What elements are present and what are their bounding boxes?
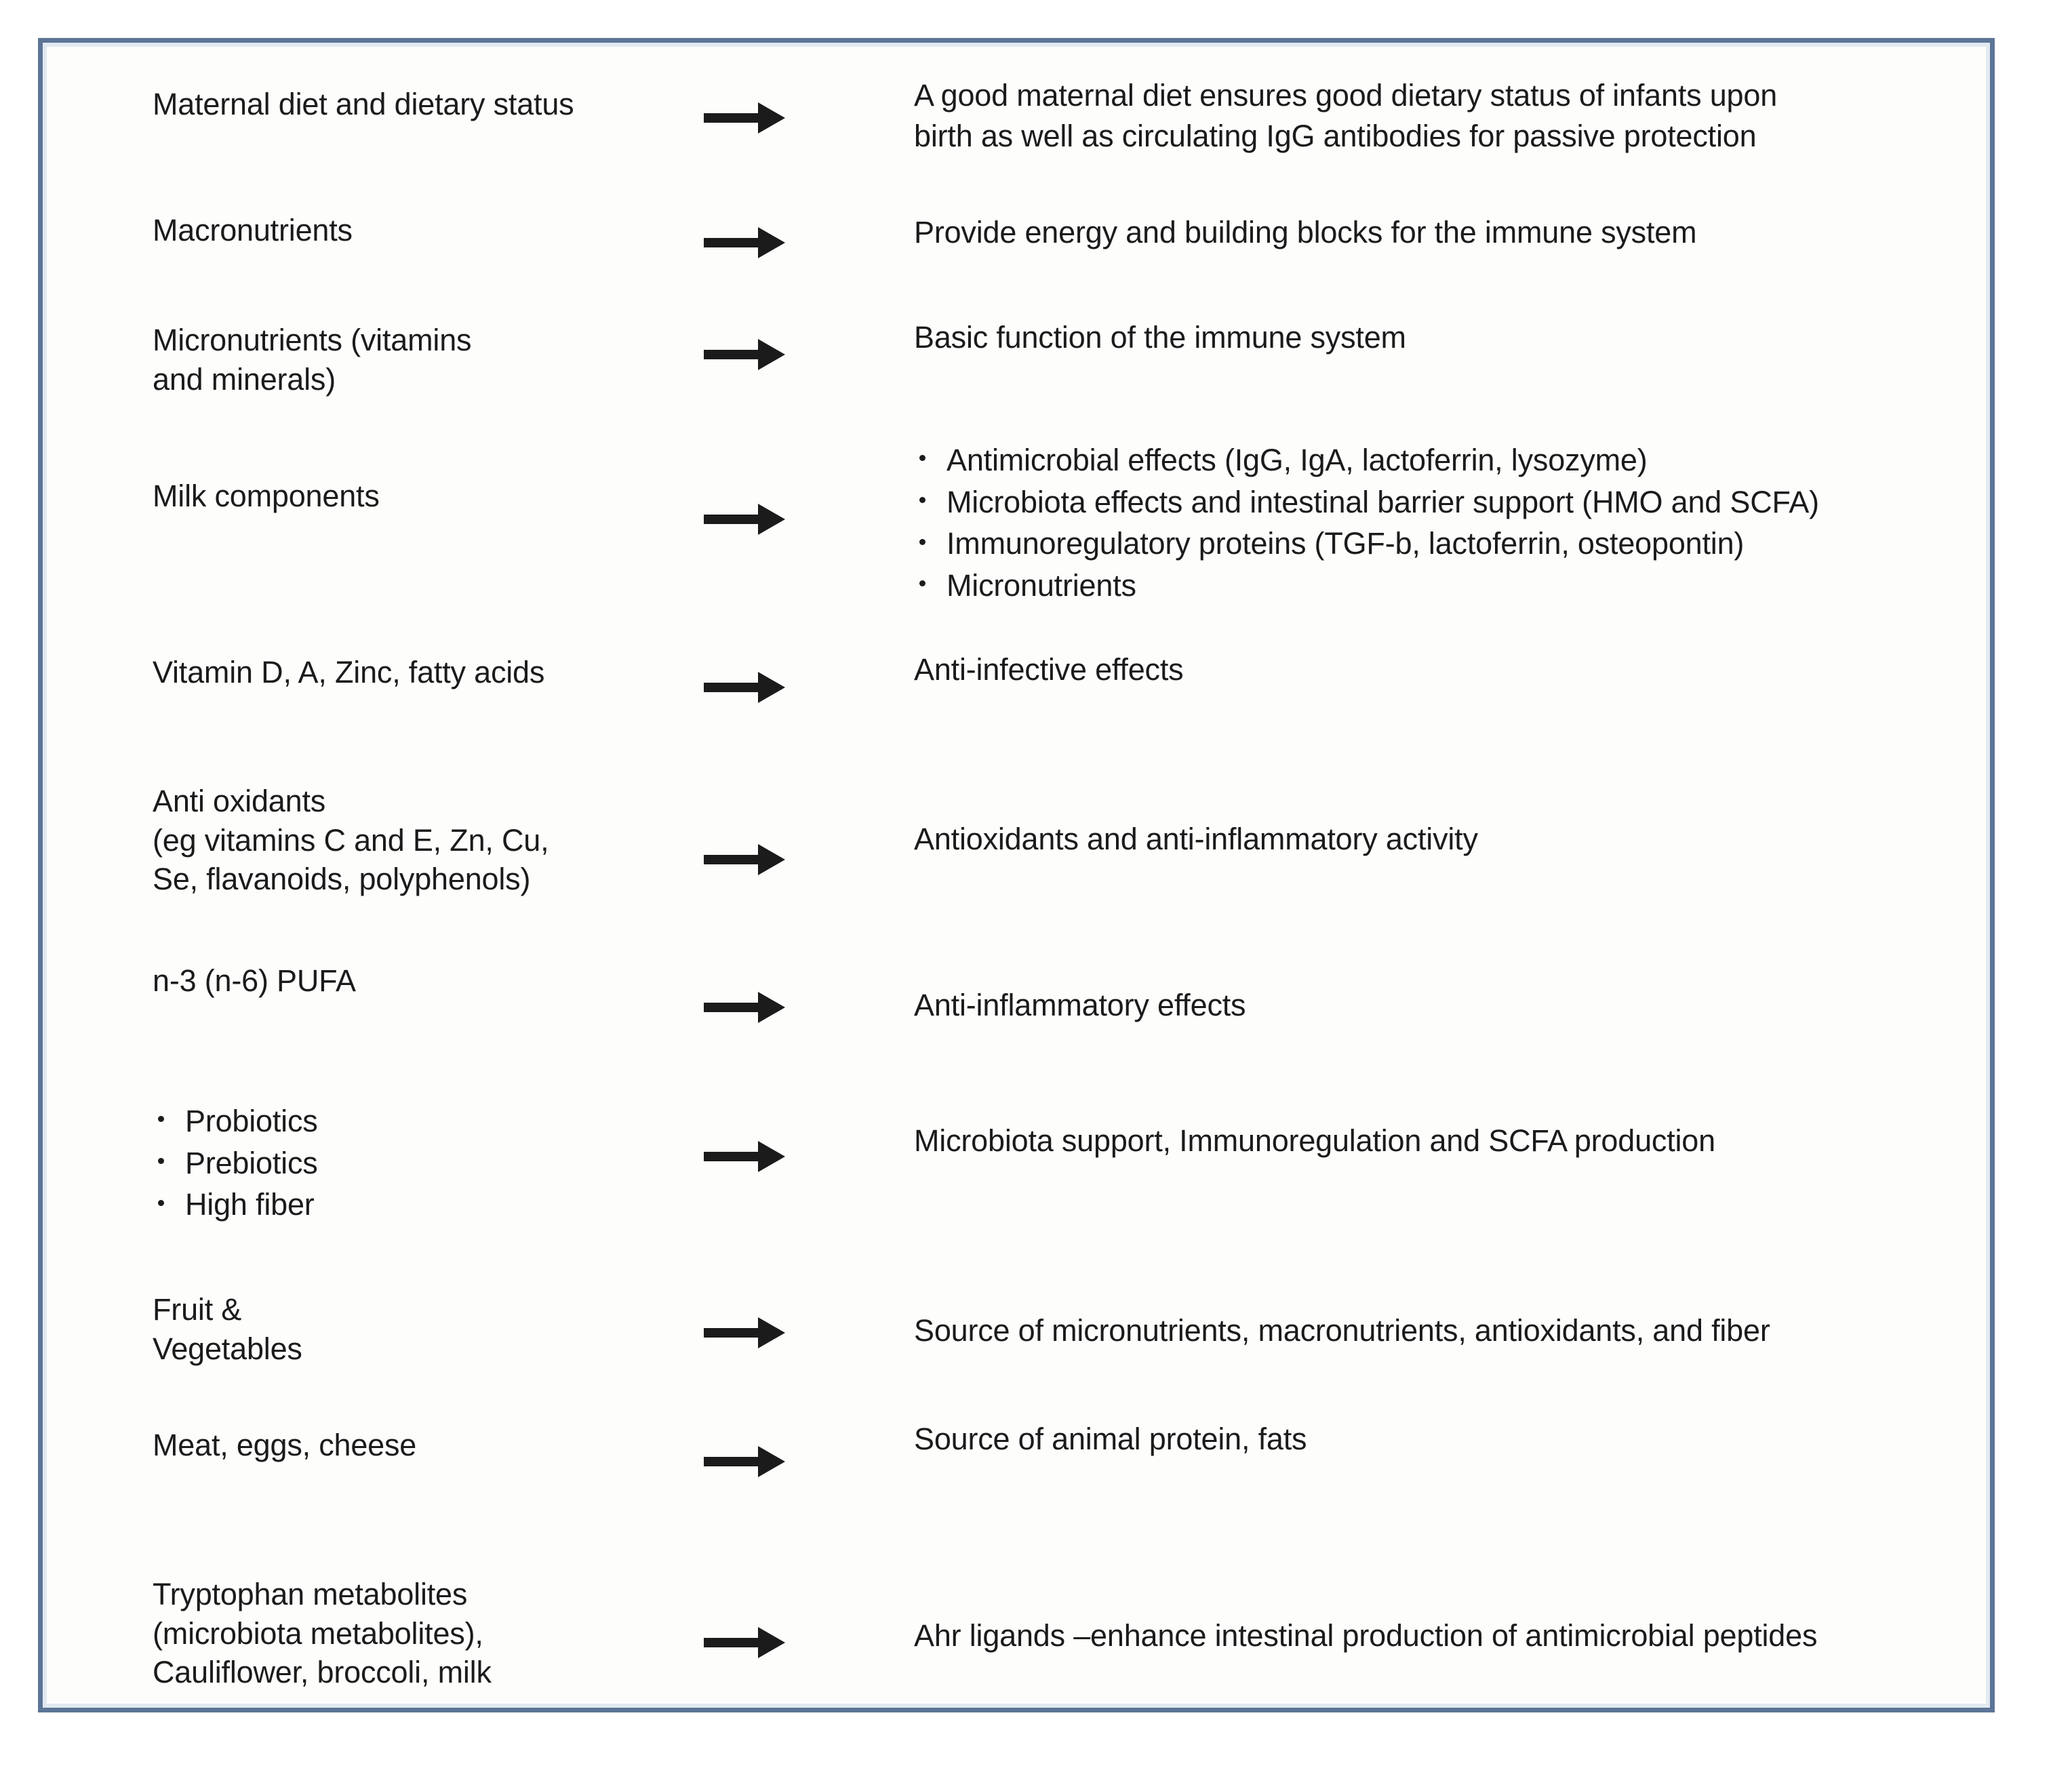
bullet-dot-icon — [919, 455, 925, 461]
arrow-head — [758, 102, 785, 134]
right-arrow-icon — [704, 672, 785, 703]
text-line: Tryptophan metabolites — [153, 1577, 468, 1611]
arrow-head — [758, 1627, 785, 1658]
right-arrow-icon — [704, 102, 785, 134]
bullet-list — [153, 1100, 715, 1226]
row-effect-n3-n6-pufa — [914, 985, 1961, 1026]
diagram-rows — [43, 43, 1990, 1708]
bullet-dot-icon — [919, 497, 925, 503]
right-arrow-icon — [704, 992, 785, 1023]
row-effect-vitamin-d-a-zinc — [914, 649, 1961, 690]
bullet-text: High fiber — [185, 1187, 315, 1222]
bullet-dot-icon — [158, 1200, 164, 1206]
text-line: A good maternal diet ensures good dietary status of infants upon — [914, 78, 1778, 113]
row-effect-tryptophan-metabolites — [914, 1616, 1961, 1656]
text-line: Basic function of the immune system — [914, 320, 1406, 355]
bullet-item — [153, 1184, 715, 1226]
row-source-n3-n6-pufa — [153, 961, 715, 1001]
text-line: Maternal diet and dietary status — [153, 87, 574, 121]
text-line: Vitamin D, A, Zinc, fatty acids — [153, 655, 545, 689]
row-effect-anti-oxidants — [914, 819, 1961, 860]
arrow-shaft — [704, 1638, 761, 1647]
text-line: (microbiota metabolites), — [153, 1616, 483, 1651]
text-line: Macronutrients — [153, 213, 353, 247]
text-line: Micronutrients (vitamins — [153, 323, 472, 357]
text-line: Se, flavanoids, polyphenols) — [153, 862, 531, 897]
arrow-head — [758, 992, 785, 1023]
arrow-shaft — [704, 350, 761, 359]
arrow-shaft — [704, 683, 761, 692]
text-line: Anti-infective effects — [914, 652, 1184, 687]
row-source-micronutrients — [153, 321, 715, 399]
figure-frame — [38, 38, 1995, 1712]
bullet-item — [914, 523, 1961, 565]
right-arrow-icon — [704, 227, 785, 258]
right-arrow-icon — [704, 1141, 785, 1172]
row-source-meat-eggs-cheese — [153, 1426, 715, 1465]
row-effect-micronutrients — [914, 317, 1961, 358]
row-arrow-probiotics-prebiotics-fiber — [704, 1141, 833, 1172]
row-arrow-maternal-diet — [704, 102, 833, 134]
text-line: Meat, eggs, cheese — [153, 1428, 417, 1462]
arrow-shaft — [704, 1457, 761, 1466]
arrow-head — [758, 1141, 785, 1172]
row-source-probiotics-prebiotics-fiber — [153, 1100, 715, 1226]
row-source-fruit-vegetables — [153, 1290, 715, 1368]
row-arrow-vitamin-d-a-zinc — [704, 672, 833, 703]
arrow-shaft — [704, 238, 761, 247]
bullet-text: Micronutrients — [947, 567, 1136, 603]
arrow-shaft — [704, 1152, 761, 1161]
text-line: Source of micronutrients, macronutrients, antioxidants, and fiber — [914, 1313, 1770, 1348]
arrow-head — [758, 844, 785, 875]
bullet-text: Prebiotics — [185, 1145, 318, 1180]
arrow-head — [758, 1317, 785, 1348]
bullet-text: Immunoregulatory proteins (TGF-b, lactoferrin, osteopontin) — [947, 526, 1745, 561]
row-arrow-n3-n6-pufa — [704, 992, 833, 1023]
row-arrow-milk-components — [704, 504, 833, 535]
text-line: n-3 (n-6) PUFA — [153, 963, 356, 998]
arrow-shaft — [704, 1328, 761, 1338]
arrow-shaft — [704, 855, 761, 864]
text-line: and minerals) — [153, 361, 336, 397]
row-source-maternal-diet — [153, 85, 715, 124]
bullet-list — [914, 439, 1961, 607]
row-source-vitamin-d-a-zinc — [153, 653, 715, 692]
text-line: Anti-inflammatory effects — [914, 988, 1246, 1022]
bullet-item — [914, 439, 1961, 481]
row-source-milk-components — [153, 477, 715, 516]
bullet-item — [153, 1100, 715, 1142]
row-effect-fruit-vegetables — [914, 1310, 1961, 1351]
bullet-item — [153, 1142, 715, 1184]
bullet-dot-icon — [919, 580, 925, 586]
row-source-tryptophan-metabolites — [153, 1575, 715, 1692]
row-effect-maternal-diet — [914, 75, 1961, 157]
text-line: Cauliflower, broccoli, milk — [153, 1655, 492, 1690]
text-line: (eg vitamins C and E, Zn, Cu, — [153, 822, 549, 858]
row-arrow-macronutrients — [704, 227, 833, 258]
row-arrow-fruit-vegetables — [704, 1317, 833, 1348]
right-arrow-icon — [704, 1627, 785, 1658]
text-line: birth as well as circulating IgG antibodies for passive protection — [914, 119, 1757, 154]
row-effect-meat-eggs-cheese — [914, 1419, 1961, 1460]
bullet-item — [914, 565, 1961, 607]
bullet-text: Microbiota effects and intestinal barrier support (HMO and SCFA) — [947, 484, 1819, 519]
bullet-dot-icon — [919, 539, 925, 545]
text-line: Microbiota support, Immunoregulation and SCFA production — [914, 1123, 1715, 1158]
row-effect-macronutrients — [914, 212, 1961, 253]
arrow-head — [758, 227, 785, 258]
text-line: Ahr ligands –enhance intestinal production of antimicrobial peptides — [914, 1618, 1818, 1653]
row-arrow-tryptophan-metabolites — [704, 1627, 833, 1658]
arrow-head — [758, 339, 785, 370]
arrow-head — [758, 1446, 785, 1477]
arrow-shaft — [704, 1003, 761, 1012]
text-line: Milk components — [153, 479, 380, 513]
text-line: Provide energy and building blocks for the immune system — [914, 215, 1697, 249]
right-arrow-icon — [704, 339, 785, 370]
arrow-shaft — [704, 515, 761, 524]
text-line: Fruit & — [153, 1292, 242, 1327]
row-effect-milk-components — [914, 439, 1961, 607]
bullet-dot-icon — [158, 1158, 164, 1164]
text-line: Vegetables — [153, 1331, 302, 1366]
arrow-shaft — [704, 113, 761, 123]
row-arrow-micronutrients — [704, 339, 833, 370]
bullet-dot-icon — [158, 1116, 164, 1122]
text-line: Antioxidants and anti-inflammatory activity — [914, 822, 1478, 856]
row-source-macronutrients — [153, 211, 715, 250]
right-arrow-icon — [704, 504, 785, 535]
row-source-anti-oxidants — [153, 782, 715, 899]
bullet-text: Antimicrobial effects (IgG, IgA, lactoferrin, lysozyme) — [947, 443, 1648, 477]
text-line: Source of animal protein, fats — [914, 1422, 1307, 1456]
text-line: Anti oxidants — [153, 784, 326, 818]
row-arrow-meat-eggs-cheese — [704, 1446, 833, 1477]
right-arrow-icon — [704, 1446, 785, 1477]
right-arrow-icon — [704, 1317, 785, 1348]
arrow-head — [758, 672, 785, 703]
row-effect-probiotics-prebiotics-fiber — [914, 1121, 1961, 1161]
bullet-item — [914, 481, 1961, 523]
right-arrow-icon — [704, 844, 785, 875]
arrow-head — [758, 504, 785, 535]
row-arrow-anti-oxidants — [704, 844, 833, 875]
bullet-text: Probiotics — [185, 1104, 318, 1138]
